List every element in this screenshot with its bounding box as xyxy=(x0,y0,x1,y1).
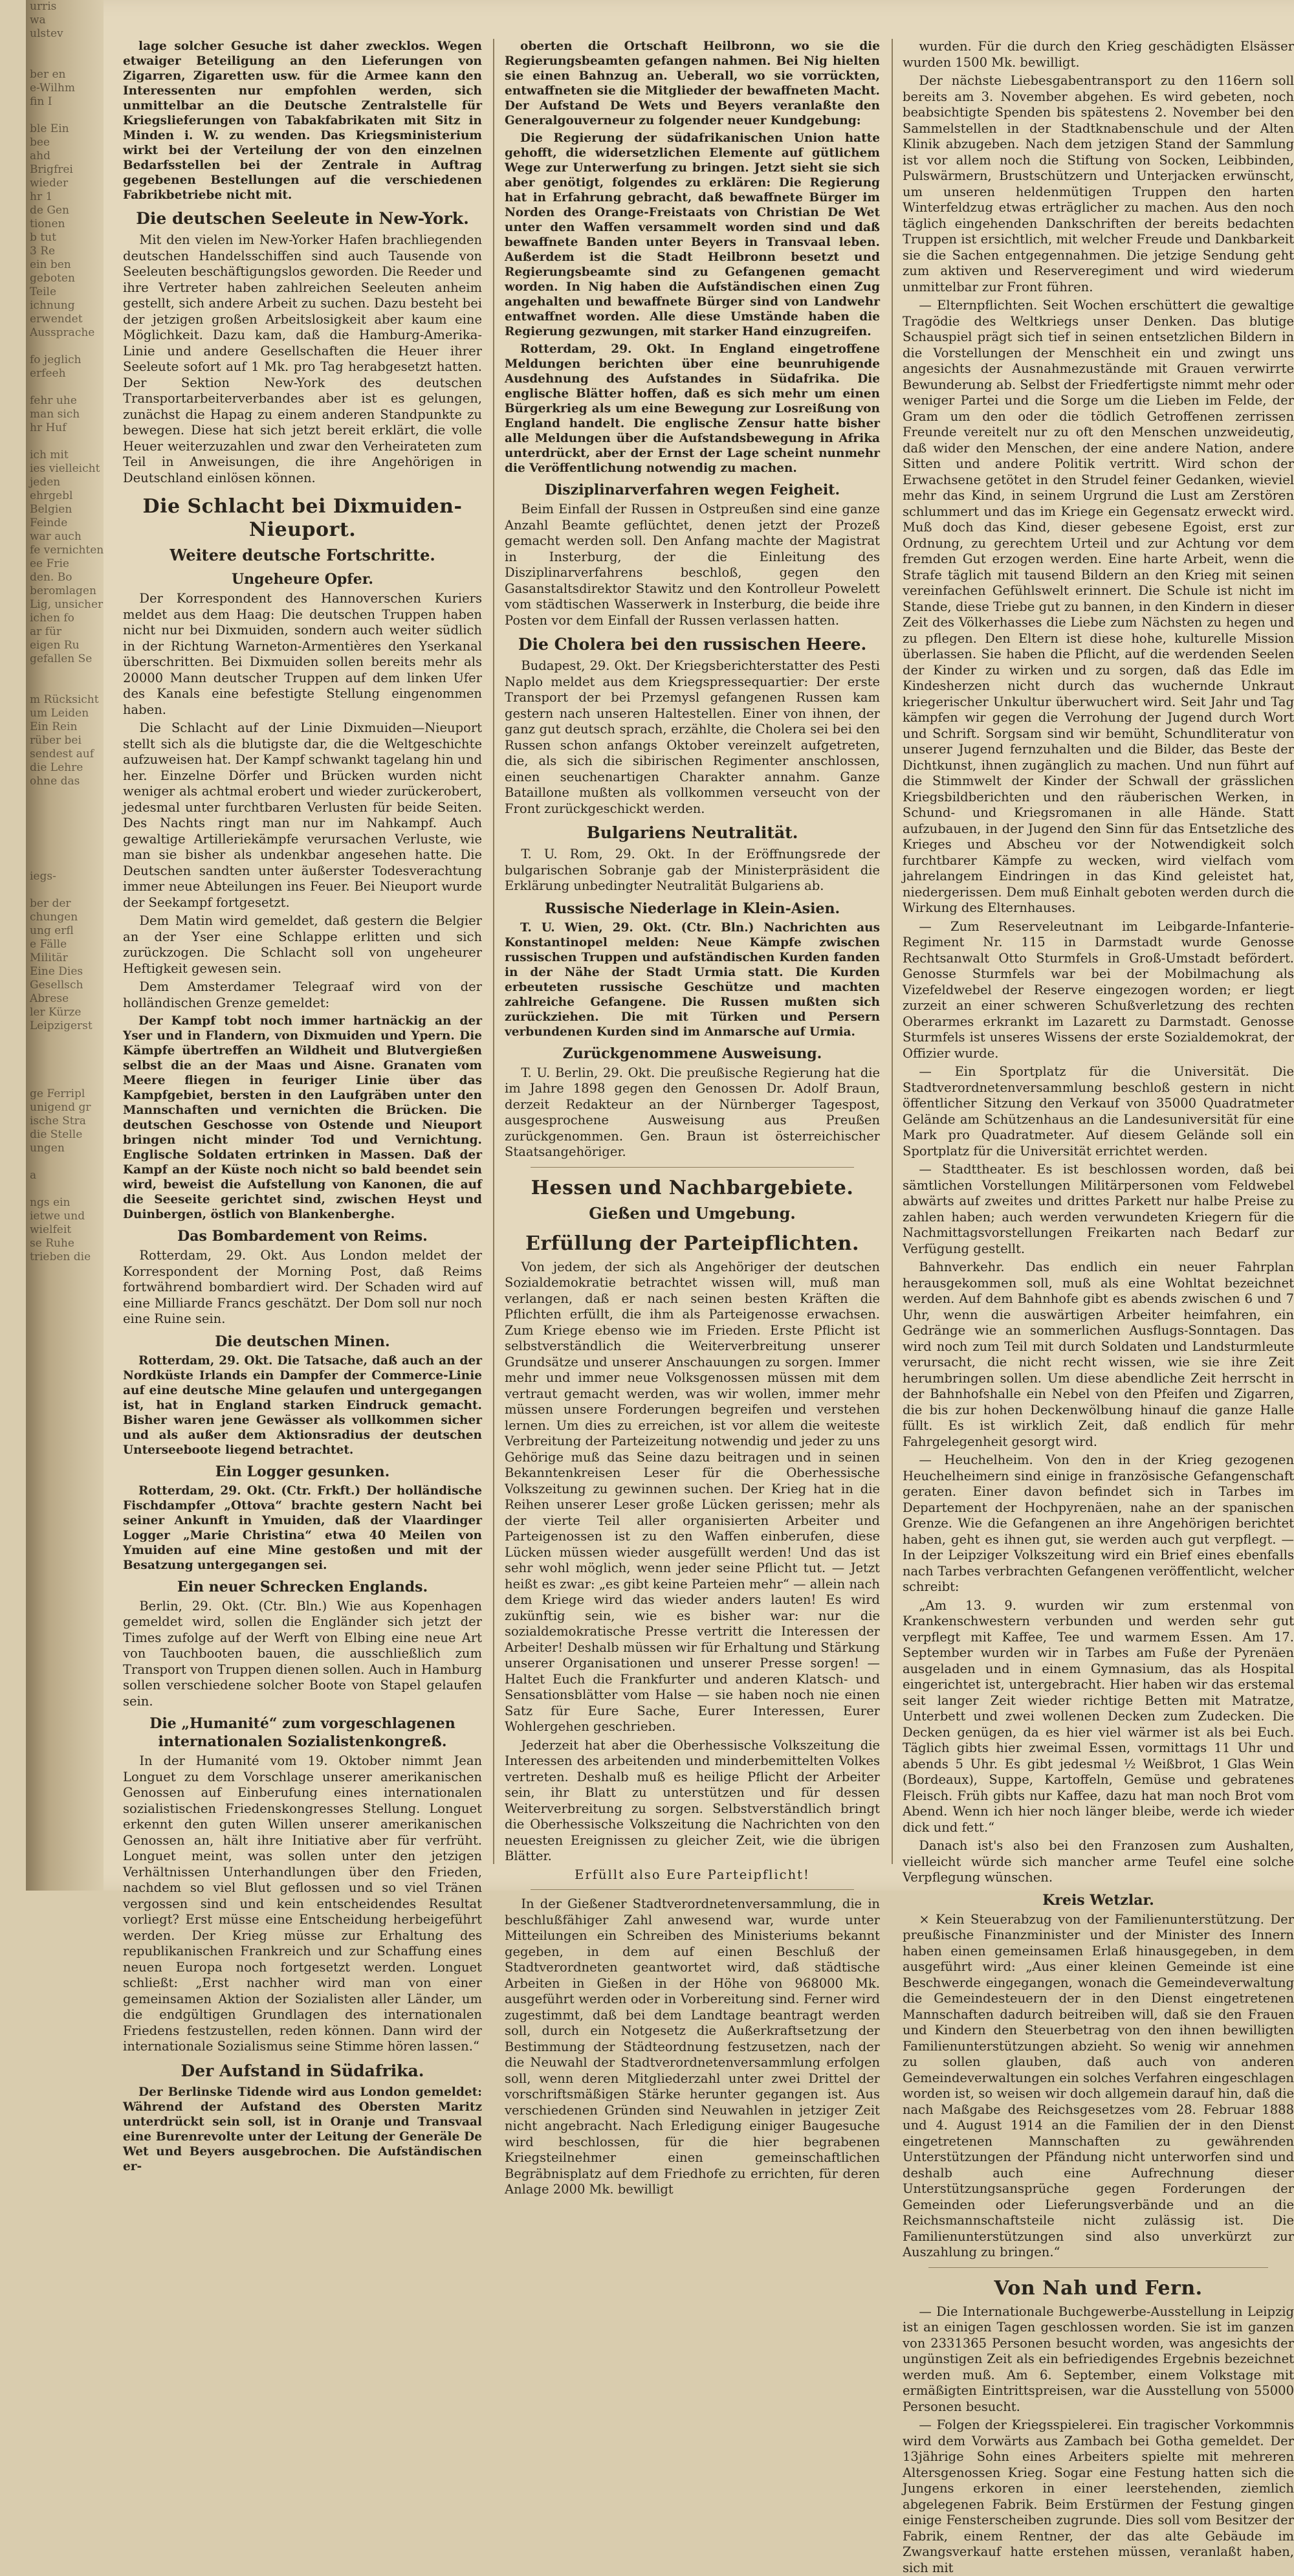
paragraph: Der Korrespondent des Hannoverschen Kuriers meldet aus dem Haag: Die deutschen Truppen haben nicht nur bei Dixmuiden, sondern auch weiter südlich in der Richtung Warneton-Armentières den Yserkanal überschritten. Bei Dixmuiden sollen bereits mehr als 20000 Mann deutscher Truppen auf dem linken Ufer des Kanals eine befestigte Stellung eingenommen haben. xyxy=(123,591,482,717)
binding-fragment: ler Kürze xyxy=(30,1006,82,1019)
binding-fragment: hr Huf xyxy=(30,421,67,434)
binding-fragment: ehrgebl xyxy=(30,489,73,502)
binding-fragment: iegs- xyxy=(30,870,56,883)
binding-fragment xyxy=(26,1060,104,1074)
binding-fragment: beromlagen xyxy=(30,584,96,597)
binding-fragment: fo jeglich xyxy=(30,353,82,366)
binding-fragment: ar für xyxy=(30,625,62,638)
binding-fragment xyxy=(26,1033,104,1047)
binding-fragment: Brigfrei xyxy=(30,163,73,176)
binding-fragment: erwendet xyxy=(30,313,83,326)
binding-fragment: ung erfl xyxy=(30,924,74,937)
binding-fragment xyxy=(26,1305,104,1318)
paragraph: — Zum Reserveleutnant im Leibgarde-Infanterie-Regiment Nr. 115 in Darmstadt wurde Genosse Rechtsanwalt Otto Sturmfels in Groß-Umstadt befördert. Genosse Sturmfels war bei der Mobilmachung als Vizefeldwebel der Reserve eingezogen worden; er liegt zurzeit an einer schweren Schußverletzung des rechten Oberarmes erkrankt im Lazarett zu Darmstadt. Genosse Sturmfels ist unseres Wissens der erste Sozialdemokrat, der Offizier wurde. xyxy=(903,918,1294,1061)
binding-fragment xyxy=(26,1414,104,1427)
column-rule xyxy=(892,39,893,1864)
binding-fragment: fin I xyxy=(30,95,52,108)
binding-fragment xyxy=(26,1386,104,1400)
binding-fragment: rüber bei xyxy=(30,734,82,747)
binding-fragment: b tut xyxy=(30,231,56,244)
article-headline: Die deutschen Seeleute in New-York. xyxy=(136,209,469,228)
binding-fragment xyxy=(26,1454,104,1468)
binding-fragment: hr 1 xyxy=(30,190,53,203)
binding-fragment: ulstev xyxy=(30,27,63,40)
binding-fragment xyxy=(26,41,104,54)
binding-fragment: ohne das xyxy=(30,775,80,788)
paragraph: — Heuchelheim. Von den in der Krieg gezogenen Heuchelheimern sind einige in französische Gefangenschaft geraten. Einer davon befindet sich in Tarbes im Departement der Hochpyrenäen, nahe an der spanischen Grenze. Wie die Gefangenen an ihre Angehörigen berichtet haben, geht es ihnen gut, sie werden auch gut verpflegt. — In der Leipziger Volkszeitung wird ein Brief eines ebenfalls nach Tarbes verbrachten Gefangenen veröffentlicht, welcher schreibt: xyxy=(903,1452,1294,1594)
binding-fragment: ungen xyxy=(30,1142,65,1155)
binding-fragment xyxy=(26,1495,104,1509)
binding-fragment: den. Bo xyxy=(30,571,72,584)
paragraph: T. U. Berlin, 29. Okt. Die preußische Regierung hat die im Jahre 1898 gegen den Genossen Dr. Adolf Braun, derzeit Redakteur an der Nürnberger Tagespost, ausgesprochene Ausweisung aus Preußen zurückgenommen. Gen. Braun ist österreichischer Staatsangehöriger. xyxy=(505,1065,880,1159)
binding-fragment xyxy=(26,1400,104,1414)
binding-fragment: e-Wilhm xyxy=(30,82,75,94)
binding-fragment: erfeeh xyxy=(30,367,66,380)
paragraph: Dem Matin wird gemeldet, daß gestern die Belgier an der Yser eine Schlappe erlitten und sich zurückzogen. Die Schlacht soll von ungeheurer Heftigkeit gewesen sein. xyxy=(123,913,482,976)
article-subhead: Zurückgenommene Ausweisung. xyxy=(562,1045,822,1062)
section-headline: Von Nah und Fern. xyxy=(994,2276,1203,2300)
binding-fragment: unigend gr xyxy=(30,1101,91,1114)
binding-fragment: tionen xyxy=(30,217,65,230)
binding-fragment: wieder xyxy=(30,177,69,190)
paragraph: lage solcher Gesuche ist daher zwecklos. Wegen etwaiger Beteiligung an den Lieferungen von Zigarren, Zigaretten usw. für die Armee kann den Interessenten nur empfohlen werden, sich unmittelbar an die Deutsche Zentralstelle für Kriegslieferungen von Tabakfabrikaten mit Sitz in Minden i. W. zu wenden. Das Kriegsministerium wirkt bei der Verteilung der von den einzelnen Bedarfsstellen bei der Zentrale in Auftrag gegebenen Bestellungen auf die verschiedenen Fabrikbetriebe nicht mit. xyxy=(123,39,482,202)
binding-fragment: 3 Re xyxy=(30,245,56,258)
binding-fragment xyxy=(26,1264,104,1278)
binding-fragment xyxy=(26,1645,104,1658)
binding-fragment: jeden xyxy=(30,476,61,489)
article-subhead: Das Bombardement von Reims. xyxy=(177,1228,428,1245)
binding-fragment: m Rücksicht xyxy=(30,693,99,706)
article-subhead: Kreis Wetzlar. xyxy=(1042,1891,1154,1909)
binding-fragment: de Gen xyxy=(30,204,69,217)
binding-fragment xyxy=(26,1522,104,1536)
binding-fragment: ble Ein xyxy=(30,122,69,135)
binding-fragment xyxy=(26,1183,104,1196)
paragraph: Der Kampf tobt noch immer hartnäckig an der Yser und in Flandern, von Dixmuiden und Ypern. Die Kämpfe übertreffen an Wildheit und Blutvergießen selbst die an der Maas und Aisne. Granaten vom Meere fliegen in feuriger Linie über das Kampfgebiet, bersten in den Laufgräben unter den Mannschaften und vernichten die Brücken. Die deutschen Geschosse von Ostende und Nieuport bringen nicht minder Tod und Vernichtung. Englische Soldaten ertrinken in Massen. Daß der Kampf an der Küste noch nicht so bald beendet sein wird, beweist die Aufstellung von Kanonen, die auf die Seeseite gerichtet sind, zwischen Heyst und Duinbergen, östlich von Blankenberghe. xyxy=(123,1014,482,1221)
binding-fragment xyxy=(26,802,104,816)
binding-fragment xyxy=(26,381,104,394)
section-divider xyxy=(928,2267,1268,2268)
binding-fragment xyxy=(26,1318,104,1332)
paragraph: Die Regierung der südafrikanischen Union hatte gehofft, die widersetzlichen Elemente auf gütlichem Wege zur Unterwerfung zu bringen. Jetzt sieht sie sich aber genötigt, folgendes zu erklären: Die Regierung hat in Erfahrung gebracht, daß bewaffnete Bürger im Norden des Orange-Freistaats von Christian De Wet unter den Waffen versammelt worden sind und daß bewaffnete Banden unter Beyers in Transvaal leben. Außerdem ist die Stadt Heilbronn besetzt und Regierungsbeamte sind zu Gefangenen gemacht worden. In Nig haben die Aufständischen einen Zug angehalten und bewaffnete Bürger sind von Landwehr entwaffnet worden. Alle diese Umstände haben die Regierung gezwungen, mit starker Hand einzugreifen. xyxy=(505,131,880,339)
binding-fragment: chungen xyxy=(30,911,78,924)
article-subhead: Disziplinarverfahren wegen Feigheit. xyxy=(544,482,840,498)
binding-fragment: geboten xyxy=(30,272,75,285)
section-headline: Hessen und Nachbargebiete. xyxy=(531,1176,854,1199)
column-1 xyxy=(123,39,482,2173)
binding-fragment: se Ruhe xyxy=(30,1237,74,1250)
binding-fragment xyxy=(26,1359,104,1373)
column-3 xyxy=(903,39,1294,2575)
newspaper-page xyxy=(26,0,1294,2575)
binding-fragment: ber der xyxy=(30,897,71,910)
binding-fragment xyxy=(26,1549,104,1563)
binding-fragment xyxy=(26,1332,104,1346)
binding-fragment: Eine Dies xyxy=(30,965,83,978)
binding-fragment: sendest auf xyxy=(30,748,94,761)
paragraph: Rotterdam, 29. Okt. Aus London meldet der Korrespondent der Morning Post, daß Reims fortwährend bombardiert wird. Der Schaden wird auf eine Milliarde Francs geschätzt. Der Dom soll nur noch eine Ruine sein. xyxy=(123,1248,482,1326)
paragraph: Danach ist's also bei den Franzosen zum Aushalten, vielleicht würde sich mancher arme Teufel eine solche Verpflegung wünschen. xyxy=(903,1838,1294,1885)
binding-fragment xyxy=(26,109,104,122)
paragraph: In der Gießener Stadtverordnetenversammlung, die in beschlußfähiger Zahl anwesend war, wurde unter Mitteilungen ein Schreiben des Ministeriums bekannt gegeben, in dem auf einen Beschluß der Stadtverordneten geantwortet wird, daß städtische Arbeiten in Gießen in der Höhe von 968000 Mk. ausgeführt werden oder in Vorbereitung sind. Ferner wird zugestimmt, daß bei dem Landtage beantragt werden soll, durch ein Notgesetz die Außerkraftsetzung der Bestimmung der Städteordnung festzusetzen, nach der die Neuwahl der Stadtverordnetenversammlung erfolgen soll, wenn deren Mitgliederzahl unter zwei Drittel der vorschriftsmäßigen Stärke herunter gegangen ist. Aus verschiedenen Gründen sind Neuwahlen in jetziger Zeit nicht angebracht. Nach Erledigung einiger Baugesuche wird beschlossen, für die hier begrabenen Kriegsteilnehmer einen gemeinschaftlichen Begräbnisplatz auf dem Friedhofe zu errichten, für deren Anlage 2000 Mk. bewilligt xyxy=(505,1896,880,2197)
binding-fragment: a xyxy=(30,1169,37,1182)
binding-fragment xyxy=(26,816,104,829)
binding-fragment: wielfeit xyxy=(30,1223,72,1236)
paragraph: wurden. Für die durch den Krieg geschädigten Elsässer wurden 1500 Mk. bewilligt. xyxy=(903,39,1294,70)
binding-fragment xyxy=(26,1278,104,1291)
article-headline: Der Aufstand in Südafrika. xyxy=(181,2061,424,2080)
binding-fragment xyxy=(26,1482,104,1495)
paragraph: — Ein Sportplatz für die Universität. Die Stadtverordnetenversammlung beschloß gestern in nicht öffentlicher Sitzung den Verkauf von 35000 Quadratmeter Gelände am Schützenhaus an die Landesuniversität für eine Mark pro Quadratmeter. Auf diesem Gelände soll ein Sportplatz für die Universität errichtet werden. xyxy=(903,1064,1294,1159)
paragraph: oberten die Ortschaft Heilbronn, wo sie die Regierungsbeamten gefangen nahmen. Bei Nig hielten sie einen Bahnzug an. Ueberall, wo sie vorrückten, entwaffneten sie die Mitglieder der bewaffneten Macht. Der Aufstand De Wets und Beyers veranlaßte den Generalgouverneur zu folgender neuer Kundgebung: xyxy=(505,39,880,128)
binding-fragment xyxy=(26,829,104,843)
binding-fragment: Militär xyxy=(30,951,68,964)
binding-fragment: ich mit xyxy=(30,449,69,461)
binding-fragment: ietwe und xyxy=(30,1210,85,1223)
paragraph: Bahnverkehr. Das endlich ein neuer Fahrplan herausgekommen soll, muß als eine Wohltat bezeichnet werden. Auf dem Bahnhofe gibt es abends zwischen 6 und 7 Uhr, wenn die auswärtigen Arbeiter heimfahren, ein Gedränge wie an sommerlichen Ausflugs-Sonntagen. Das wird noch zum Teil mit durch Soldaten und Landsturmleute verursacht, die nicht recht wissen, wie sie ihre Zeit herumbringen sollen. Um diese abendliche Zeit herrscht in der Bahnhofshalle ein Nebel von den Pfeifen und Zigarren, die bis zur hohen Deckenwölbung hinauf die ganze Halle füllt. Es ist wirklich Zeit, daß endlich für mehr Fahrgelegenheit gesorgt wird. xyxy=(903,1260,1294,1449)
article-subhead: Ein Logger gesunken. xyxy=(215,1463,390,1480)
binding-fragment: ein ben xyxy=(30,258,71,271)
binding-fragment xyxy=(26,856,104,870)
article-subhead: Ungeheure Opfer. xyxy=(231,571,374,588)
column-2 xyxy=(505,39,880,2197)
paragraph: Mit den vielen im New-Yorker Hafen brachliegenden deutschen Handelsschiffen sind auch Tausende von Seeleuten beschäftigungslos geworden. Die Reeder und ihre Vertreter haben zahlreichen Seeleuten anheim gestellt, sich andere Arbeit zu suchen. Dazu besteht bei der jetzigen großen Arbeitslosigkeit aber kaum eine Möglichkeit. Dazu kam, daß die Hamburg-Amerika-Linie und andere Gesellschaften die Heuer ihrer Seeleute sofort auf 1 Mk. pro Tag herabgesetzt hatten. Der Sektion New-York des deutschen Transportarbeiterverbandes aber ist es gelungen, zunächst die Hapag zu einem anderen Standpunkte zu bewegen. Diese hat sich jetzt bereit erklärt, die volle Heuer weiterzuzahlen und zwar den Verheirateten zum Teil in Anweisungen, die ihre Angehörigen in Deutschland einlösen können. xyxy=(123,232,482,485)
paragraph: T. U. Rom, 29. Okt. In der Eröffnungsrede der bulgarischen Sobranje gab der Ministerpräsident die Erklärung unbedingter Neutralität Bulgariens ab. xyxy=(505,847,880,893)
binding-fragment xyxy=(26,435,104,449)
paragraph: Rotterdam, 29. Okt. Die Tatsache, daß auch an der Nordküste Irlands ein Dampfer der Commerce-Linie auf eine deutsche Mine gelaufen und untergegangen ist, hat in England starken Eindruck gemacht. Bisher waren jene Gewässer als vollkommen sicher und als außer dem Aktionsradius der deutschen Unterseeboote liegend betrachtet. xyxy=(123,1353,482,1457)
binding-fragment: Leipzigerst xyxy=(30,1019,93,1032)
paragraph: — Stadttheater. Es ist beschlossen worden, daß bei sämtlichen Vorstellungen Militärpersonen vom Feldwebel abwärts auf zweites und drittes Parkett nur halbe Preise zu zahlen haben; auch werden verwundeten Kriegern für die Nachmittagsvorstellungen Freikarten nach Bedarf zur Verfügung gestellt. xyxy=(903,1162,1294,1256)
binding-fragment: ische Stra xyxy=(30,1115,86,1127)
paragraph: Die Schlacht auf der Linie Dixmuiden—Nieuport stellt sich als die blutigste dar, die die Weltgeschichte aufzuweisen hat. Der Kampf schwankt tagelang hin und her. Einzelne Dörfer und Brücken wurden nicht weniger als achtmal erobert und wieder zurückerobert, jedesmal unter furchtbaren Verlusten für beide Seiten. Des Nachts ringt man nur im Nahkampf. Auch gewaltige Artilleriekämpfe verursachen Verluste, wie man sie bisher als undenkbar angesehen hatte. Die Deutschen sandten unter äußerster Todesverachtung immer neue Abteilungen ins Feuer. Bei Nieuport wurde der Seekampf fortgesetzt. xyxy=(123,720,482,910)
binding-fragment: trieben die xyxy=(30,1250,91,1263)
binding-fragment xyxy=(26,1047,104,1060)
column-rule xyxy=(493,39,494,1864)
binding-fragment: Abrese xyxy=(30,992,69,1005)
paragraph: Dem Amsterdamer Telegraaf wird von der holländischen Grenze gemeldet: xyxy=(123,979,482,1010)
binding-fragment xyxy=(26,1373,104,1386)
paragraph: Jederzeit hat aber die Oberhessische Volkszeitung die Interessen des arbeitenden und minderbemittelten Volkes vertreten. Deshalb muß es heilige Pflicht der Arbeiter sein, ihr Blatt zu unterstützen und für dessen Weiterverbreitung zu sorgen. Selbstverständlich bringt die Oberhessische Volkszeitung die Nachrichten von den neuesten Ereignissen zu gleicher Zeit, wie die übrigen Blätter. xyxy=(505,1737,880,1863)
paragraph: Der nächste Liebesgabentransport zu den 116ern soll bereits am 3. November abgehen. Es wird gebeten, noch beabsichtigte Spenden bis spätestens 2. November bei den Sammelstellen in der Stadtknabenschule und der Alten Klinik abzugeben. Nach dem jetzigen Stand der Sammlung ist vor allem noch die Stiftung von Socken, Leibbinden, Pulswärmern, Brustschützern und Unterjacken erwünscht, um unseren heldenmütigen Truppen den harten Winterfeldzug etwas erträglicher zu machen. Aus den noch täglich eingehenden Dankschriften der bereits bedachten Truppen ist ersichtlich, mit welcher Freude und Dankbarkeit sie die Sachen entgegennahmen. Die jetzige Sendung geht zum aktiven und Reserveregiment und wird wiederum unmittelbar zur Front führen. xyxy=(903,73,1294,294)
binding-fragment xyxy=(26,1291,104,1305)
paragraph: In der Humanité vom 19. Oktober nimmt Jean Longuet zu dem Vorschlage unserer amerikanischen Genossen auf Einberufung eines internationalen sozialistischen Friedenskongresses Stellung. Longuet erkennt den guten Willen unserer amerikanischen Genossen an, hält ihre Initiative aber für verfrüht. Longuet meint, was sollen unter den jetzigen Verhältnissen Unterhandlungen über den Frieden, nachdem so viel Blut geflossen und so viel Tränen vergossen sind und kein entscheidendes Resultat vorliegt? Erst müsse eine Entscheidung herbeigeführt werden. Der Krieg müsse zur Erhaltung des republikanischen Frankreich und zur Schaffung eines neuen Europa noch fortgesetzt werden. Longuet schließt: „Erst nachher wird man von einer gemeinsamen Aktion der Sozialisten aller Länder, um die endgültigen Grundlagen des internationalen Friedens festzustellen, reden können. Dann wird der internationale Sozialismus seine Stimme hören lassen.“ xyxy=(123,1753,482,2054)
binding-fragment: Teile xyxy=(30,285,57,298)
binding-fragment xyxy=(26,666,104,680)
binding-fragment xyxy=(26,1631,104,1645)
binding-fragment: ahd xyxy=(30,150,50,162)
binding-fragment xyxy=(26,1346,104,1359)
article-subhead: Russische Niederlage in Klein-Asien. xyxy=(544,900,840,917)
article-headline: Die Cholera bei den russischen Heere. xyxy=(518,635,867,654)
binding-fragment xyxy=(26,1468,104,1482)
binding-fragment xyxy=(26,1427,104,1441)
paragraph: — Elternpflichten. Seit Wochen erschüttert die gewaltige Tragödie des Weltkriegs unser Denken. Das blutige Schauspiel prägt sich tief in seinen entsetzlichen Bildern in die Vorstellungen der Menschheit ein und zwingt uns angesichts der Ausnahmezustände mit Grauen verwirrte Bewunderung ab. Selbst der Friedfertigste nimmt mehr oder weniger Partei und die Sorge um die Lieben im Felde, der Gram um den oder die tödlich Getroffenen zerrissen Freunde vereitelt nur zu oft den Menschen unzweideutig, daß wider den Menschen, der eine andere Nation, andere Sitten und andere Politik vertritt. Wird schon der Erwachsene getötet in den Strudel feiner Gedanken, wieviel mehr das Kind, in seinem Urgrund die Lust am Zerstören schlummert und das im Kriege ein Gegensatz erweckt wird. Muß doch das Kind, dieser gebesene Egoist, erst zur Ordnung, zu gerechtem Urteil und zur Achtung vor dem fremden Gut erzogen werden. Eine harte Arbeit, wenn die Strafe täglich mit tausend Bildern an den Krieg mit seinen vereinfachen Gefühlswelt erinnert. Die Schule ist nicht im Stande, diese Triebe gut zu bannen, in den Kindern in dieser Zeit des Völkerhasses die Liebe zum Nächsten zu hegen und zu pflegen. Den Eltern ist diese hohe, kulturelle Mission überlassen. Sie haben die Pflicht, auf die werdenden Seelen der Kinder zu wirken und zu sorgen, daß das Edle im Kindesherzen nicht durch das wuchernde Unkraut kriegerischer Unkultur überwuchert wird. Seit Jahr und Tag kämpfen wir gegen die Verrohung der Jugend durch Wort und Schrift. Sorgsam sind wir bemüht, Schundliteratur von unserer Jugend fernzuhalten und die Bilder, das Beste der Dichtkunst, ihnen zugänglich zu machen. Und nun führt auf die Stimmwelt der Kinder der Schwall der grässlichen Kriegsbildberichten und den räuberischen Werken, in Schund- und Kriegsromanen in alle Hände. Statt aufzubauen, in der Jugend den Sinn für das Entsetzliche des Krieges und Abscheu vor der Notwendigkeit solch furchtbarer Kämpfe zu wecken, wird vielfach vom jahrelangem Eindringen in das Kind geleistet hat, niedergerissen. Dem muß Einhalt geboten werden durch die Wirkung des Elternhauses. xyxy=(903,298,1294,915)
binding-fragment: ichnung xyxy=(30,299,75,312)
binding-fragment xyxy=(26,1577,104,1590)
binding-fragment xyxy=(26,843,104,856)
binding-fragment: die Lehre xyxy=(30,761,83,774)
binding-fragment: war auch xyxy=(30,530,82,543)
binding-fragment: ber en xyxy=(30,68,66,81)
binding-fragment xyxy=(26,883,104,897)
binding-fragment: ngs ein xyxy=(30,1196,71,1209)
binding-fragment: Ein Rein xyxy=(30,720,78,733)
binding-fragment: Feinde xyxy=(30,516,68,529)
paragraph: Rotterdam, 29. Okt. (Ctr. Frkft.) Der holländische Fischdampfer „Ottova“ brachte gestern Nacht bei seiner Ankunft in Ymuiden, daß der Vlaardinger Logger „Marie Christina“ etwa 40 Meilen von Ymuiden auf eine Mine gestoßen und mit der Besatzung untergegangen sei. xyxy=(123,1483,482,1572)
section-headline: Die Schlacht bei Dixmuiden-Nieuport. xyxy=(142,495,463,541)
paragraph: × Kein Steuerabzug von der Familienunterstützung. Der preußische Finanzminister und der Minister des Innern haben einen gemeinsamen Erlaß hinausgegeben, in dem ausgeführt wird: „Aus einer kleinen Gemeinde ist eine Beschwerde eingegangen, wonach die Gemeindeverwaltung die Gemeindesteuern der in den Dienst eingetretenen Mannschaften dadurch beitreiben will, daß sie den Frauen und Kindern den Steuerbetrag von den ihnen bewilligten Familienunterstützungen abzieht. So wenig wir annehmen zu sollen glauben, daß auch von anderen Gemeindeverwaltungen ein solches Verfahren eingeschlagen worden ist, so weisen wir doch allgemein darauf hin, daß die nach Maßgabe des Reichsgesetzes vom 28. Februar 1888 und 4. August 1914 an die Familien der in den Dienst eingetretenen Mannschaften zu gewährenden Unterstützungen der Pfändung nicht unterworfen sind und deshalb auch eine Aufrechnung dieser Unterstützungsansprüche gegen Forderungen der Gemeinden oder Lieferungsverbände und an die Reichsmannschaftsteile nicht zulässig ist. Die Familienunterstützungen sind also unverkürzt zur Auszahlung zu bringen.“ xyxy=(903,1911,1294,2260)
paragraph: — Folgen der Kriegsspielerei. Ein tragischer Vorkommnis wird dem Vorwärts aus Zambach bei Gotha gemeldet. Der 13jährige Sohn eines Arbeiters spielte mit mehreren Altersgenossen Krieg. Sogar eine Festung hatten sich die Jungens erkoren in einer leerstehenden, ziemlich abgelegenen Fabrik. Beim Erstürmen der Festung gingen einige Fensterscheiben zugrunde. Dies soll vom Besitzer der Fabrik, einem Rentner, der das alte Gebäude im Zwangsverkauf hatte erstehen müssen, veranlaßt haben, sich mit xyxy=(903,2417,1294,2575)
binding-fragment: um Leiden xyxy=(30,707,89,720)
binding-fragment: die Stelle xyxy=(30,1128,83,1141)
binding-fragment: man sich xyxy=(30,408,80,421)
binding-fragment: bee xyxy=(30,136,50,149)
section-divider xyxy=(531,1167,854,1168)
binding-fragment: wa xyxy=(30,14,46,27)
article-subhead: Die „Humanité“ zum vorgeschlagenen internationalen Sozialistenkongreß. xyxy=(149,1715,455,1750)
binding-fragment: gefallen Se xyxy=(30,652,93,665)
section-headline: Erfüllung der Parteipflichten. xyxy=(525,1232,859,1255)
paragraph: Von jedem, der sich als Angehöriger der deutschen Sozialdemokratie betrachtet wissen will, muß man verlangen, daß er nach seinen besten Kräften die Pflichten erfüllt, die ihm als Parteigenosse erwachsen. Zum Kriege ebenso wie im Frieden. Erste Pflicht ist selbstverständlich die Weiterverbreitung unserer Grundsätze und unserer Anschauungen zu sorgen. Immer mehr und immer neue Volksgenossen müssen mit dem vertraut gemacht werden, was wir wollen, immer mehr müssen unsere Forderungen begreifen und verstehen lernen. Um dies zu erreichen, ist vor allem die weiteste Verbreitung der Parteizeitung notwendig und jeder zu uns Gehörige muß das Seine dazu beitragen und in seinen Bekanntenkreisen Leser für die Oberhessische Volkszeitung zu gewinnen suchen. Der Krieg hat in die Reihen unserer Leser große Lücken gerissen; mehr als der vierte Teil aller organisierten Arbeiter und Parteigenossen ist zu den Waffen einberufen, diese Lücken müssen wieder ausgefüllt werden! Und das ist sehr wohl möglich, wenn jeder seine Pflicht tut. — Jetzt heißt es zwar: „es gibt keine Parteien mehr“ — allein nach dem Kriege wird das wieder anders lauten! Es wird zukünftig sein, wie es bisher war: nur die sozialdemokratische Presse vertritt die Interessen der Arbeiter! Deshalb müssen wir für Erhaltung und Stärkung unserer Organisationen und unserer Presse sorgen! — Haltet Euch die Frankfurter und anderen Klatsch- und Sensationsblätter vom Halse — sie haben noch nie einen Satz für Eure Sache, Eurer Interessen, Eurer Wohlergehen geschrieben. xyxy=(505,1259,880,1734)
paragraph: „Am 13. 9. wurden wir zum erstenmal von Krankenschwestern verbunden und werden sehr gut verpflegt mit Kaffee, Tee und warmem Essen. Am 17. September wurden wir in Tarbes am Fuße der Pyrenäen ausgeladen und in einem Gymnasium, das als Hospital eingerichtet ist, untergebracht. Hier haben wir das erstemal seit langer Zeit wieder richtige Betten mit Matratze, Unterbett und zwei wollenen Decken zum Zudecken. Die Decken genügen, da es hier viel wärmer ist als bei Euch. Täglich gibts hier zweimal Essen, vormittags 11 Uhr und abends 5 Uhr. Es gibt jedesmal ½ Weißbrot, 1 Glas Wein (Bordeaux), Suppe, Kartoffeln, Gemüse und gebratenes Fleisch. Früh gibts nur Kaffee, dazu hat man noch Brot vom Abend. Wenn ich hier noch länger bleibe, werde ich wieder dick und fett.“ xyxy=(903,1597,1294,1835)
paragraph: Budapest, 29. Okt. Der Kriegsberichterstatter des Pesti Naplo meldet aus dem Kriegspressequartier: Der erste Transport der bei Przemysl gefangenen Russen kam gestern nach unseren Haltestellen. Einer von ihnen, der ganz gut deutsch sprach, erzählte, die Cholera sei bei den Russen schon anfangs Oktober vereinzelt aufgetreten, die, als sich die sibirischen Regimenter anschlossen, einen seuchenartigen Charakter annahm. Ganze Bataillone mußten als vollkommen verseucht von der Front zurückgeschickt werden. xyxy=(505,658,880,816)
binding-fragment xyxy=(26,1441,104,1454)
binding-fragment xyxy=(26,1155,104,1169)
binding-fragment: ies vielleicht xyxy=(30,462,100,475)
binding-fragment xyxy=(26,1074,104,1087)
section-divider xyxy=(531,1889,854,1890)
paragraph: Der Berlinske Tidende wird aus London gemeldet: Während der Aufstand des Obersten Maritz unterdrückt sein soll, ist in Oranje und Transvaal eine Burenrevolte unter der Leitung der Generäle De Wet und Beyers ausgebrochen. Die Aufständischen er- xyxy=(123,2085,482,2173)
article-headline: Bulgariens Neutralität. xyxy=(586,823,798,842)
binding-fragment xyxy=(26,1617,104,1631)
binding-fragment: ge Ferripl xyxy=(30,1087,85,1100)
binding-fragment: eigen Ru xyxy=(30,639,80,652)
paragraph: Berlin, 29. Okt. (Ctr. Bln.) Wie aus Kopenhagen gemeldet wird, sollen die Engländer sich jetzt der Times zufolge auf der Werft von Elbing eine neue Art von Tauchbooten bauen, die ausschließlich zum Transport von Truppen dienen sollen. Auch in Hamburg sollen verschiedene solcher Boote von Stapel gelaufen sein. xyxy=(123,1598,482,1709)
binding-fragment xyxy=(26,1590,104,1604)
binding-fragment xyxy=(26,340,104,353)
binding-fragment: ee Frie xyxy=(30,557,69,570)
binding-fragment: Aussprache xyxy=(30,326,95,339)
binding-fragment xyxy=(26,788,104,802)
binding-fragment: urris xyxy=(30,0,57,13)
binding-fragment: ichen fo xyxy=(30,612,74,625)
paragraph: Beim Einfall der Russen in Ostpreußen sind eine ganze Anzahl Beamte geflüchtet, denen jetzt der Prozeß gemacht werden soll. Den Anfang machte der Magistrat in Insterburg, der die Einleitung des Disziplinarverfahrens beschloß, gegen den Gasanstaltsdirektor Stawitz und den Kontrolleur Powelett vom städtischen Wasserwerk in Insterburg, die beide ihre Posten vor dem Einfall der Russen verlassen hatten. xyxy=(505,502,880,628)
binding-fragment xyxy=(26,54,104,68)
binding-fragment: Gesellsch xyxy=(30,979,83,992)
binding-fragment: fehr uhe xyxy=(30,394,77,407)
binding-edge-adjacent-page xyxy=(26,0,104,1891)
binding-fragment: fe vernichten xyxy=(30,544,104,557)
paragraph: Rotterdam, 29. Okt. In England eingetroffene Meldungen berichten über eine beunruhigende Ausdehnung des Aufstandes in Südafrika. Die englische Blätter hoffen, daß es sich mehr um einen Bürgerkrieg als um eine Bewegung zur Losreißung von England handelt. Die englische Zensur hatte bisher alle Meldungen über die Aufstandsbewegung in Afrika unterdrückt, aber der Ernst der Lage scheint nunmehr die Veröffentlichung notwendig zu machen. xyxy=(505,342,880,475)
binding-fragment xyxy=(26,1509,104,1522)
paragraph: — Die Internationale Buchgewerbe-Ausstellung in Leipzig ist an einigen Tagen geschlossen worden. Sie ist im ganzen von 2331365 Personen besucht worden, was angesichts der ungünstigen Zeit als ein befriedigendes Ergebnis bezeichnet werden muß. Am 6. September, einem Volkstage mit ermäßigten Eintrittspreisen, war die Ausstellung von 55000 Personen besucht. xyxy=(903,2304,1294,2414)
binding-fragment: Belgien xyxy=(30,503,72,516)
paragraph: T. U. Wien, 29. Okt. (Ctr. Bln.) Nachrichten aus Konstantinopel melden: Neue Kämpfe zwischen russischen Truppen und aufständischen Kurden fanden in der Nähe der Stadt Urmia statt. Die Kurden erbeuteten russische Geschütze und machten zahlreiche Gefangene. Die Russen mußten sich zurückziehen. Die mit Türken und Persern verbundenen Kurden sind im Anmarsche auf Urmia. xyxy=(505,920,880,1039)
binding-fragment xyxy=(26,1563,104,1577)
binding-fragment: e Fälle xyxy=(30,938,67,951)
section-subtitle: Weitere deutsche Fortschritte. xyxy=(170,546,435,564)
binding-fragment: Lig, unsicher xyxy=(30,598,104,611)
section-subtitle: Gießen und Umgebung. xyxy=(589,1203,796,1223)
paragraph: Erfüllt also Eure Parteipflicht! xyxy=(575,1867,810,1882)
article-subhead: Die deutschen Minen. xyxy=(215,1333,390,1350)
binding-fragment xyxy=(26,1604,104,1617)
binding-fragment xyxy=(26,1536,104,1549)
binding-fragment xyxy=(26,680,104,693)
article-subhead: Ein neuer Schrecken Englands. xyxy=(177,1578,428,1595)
